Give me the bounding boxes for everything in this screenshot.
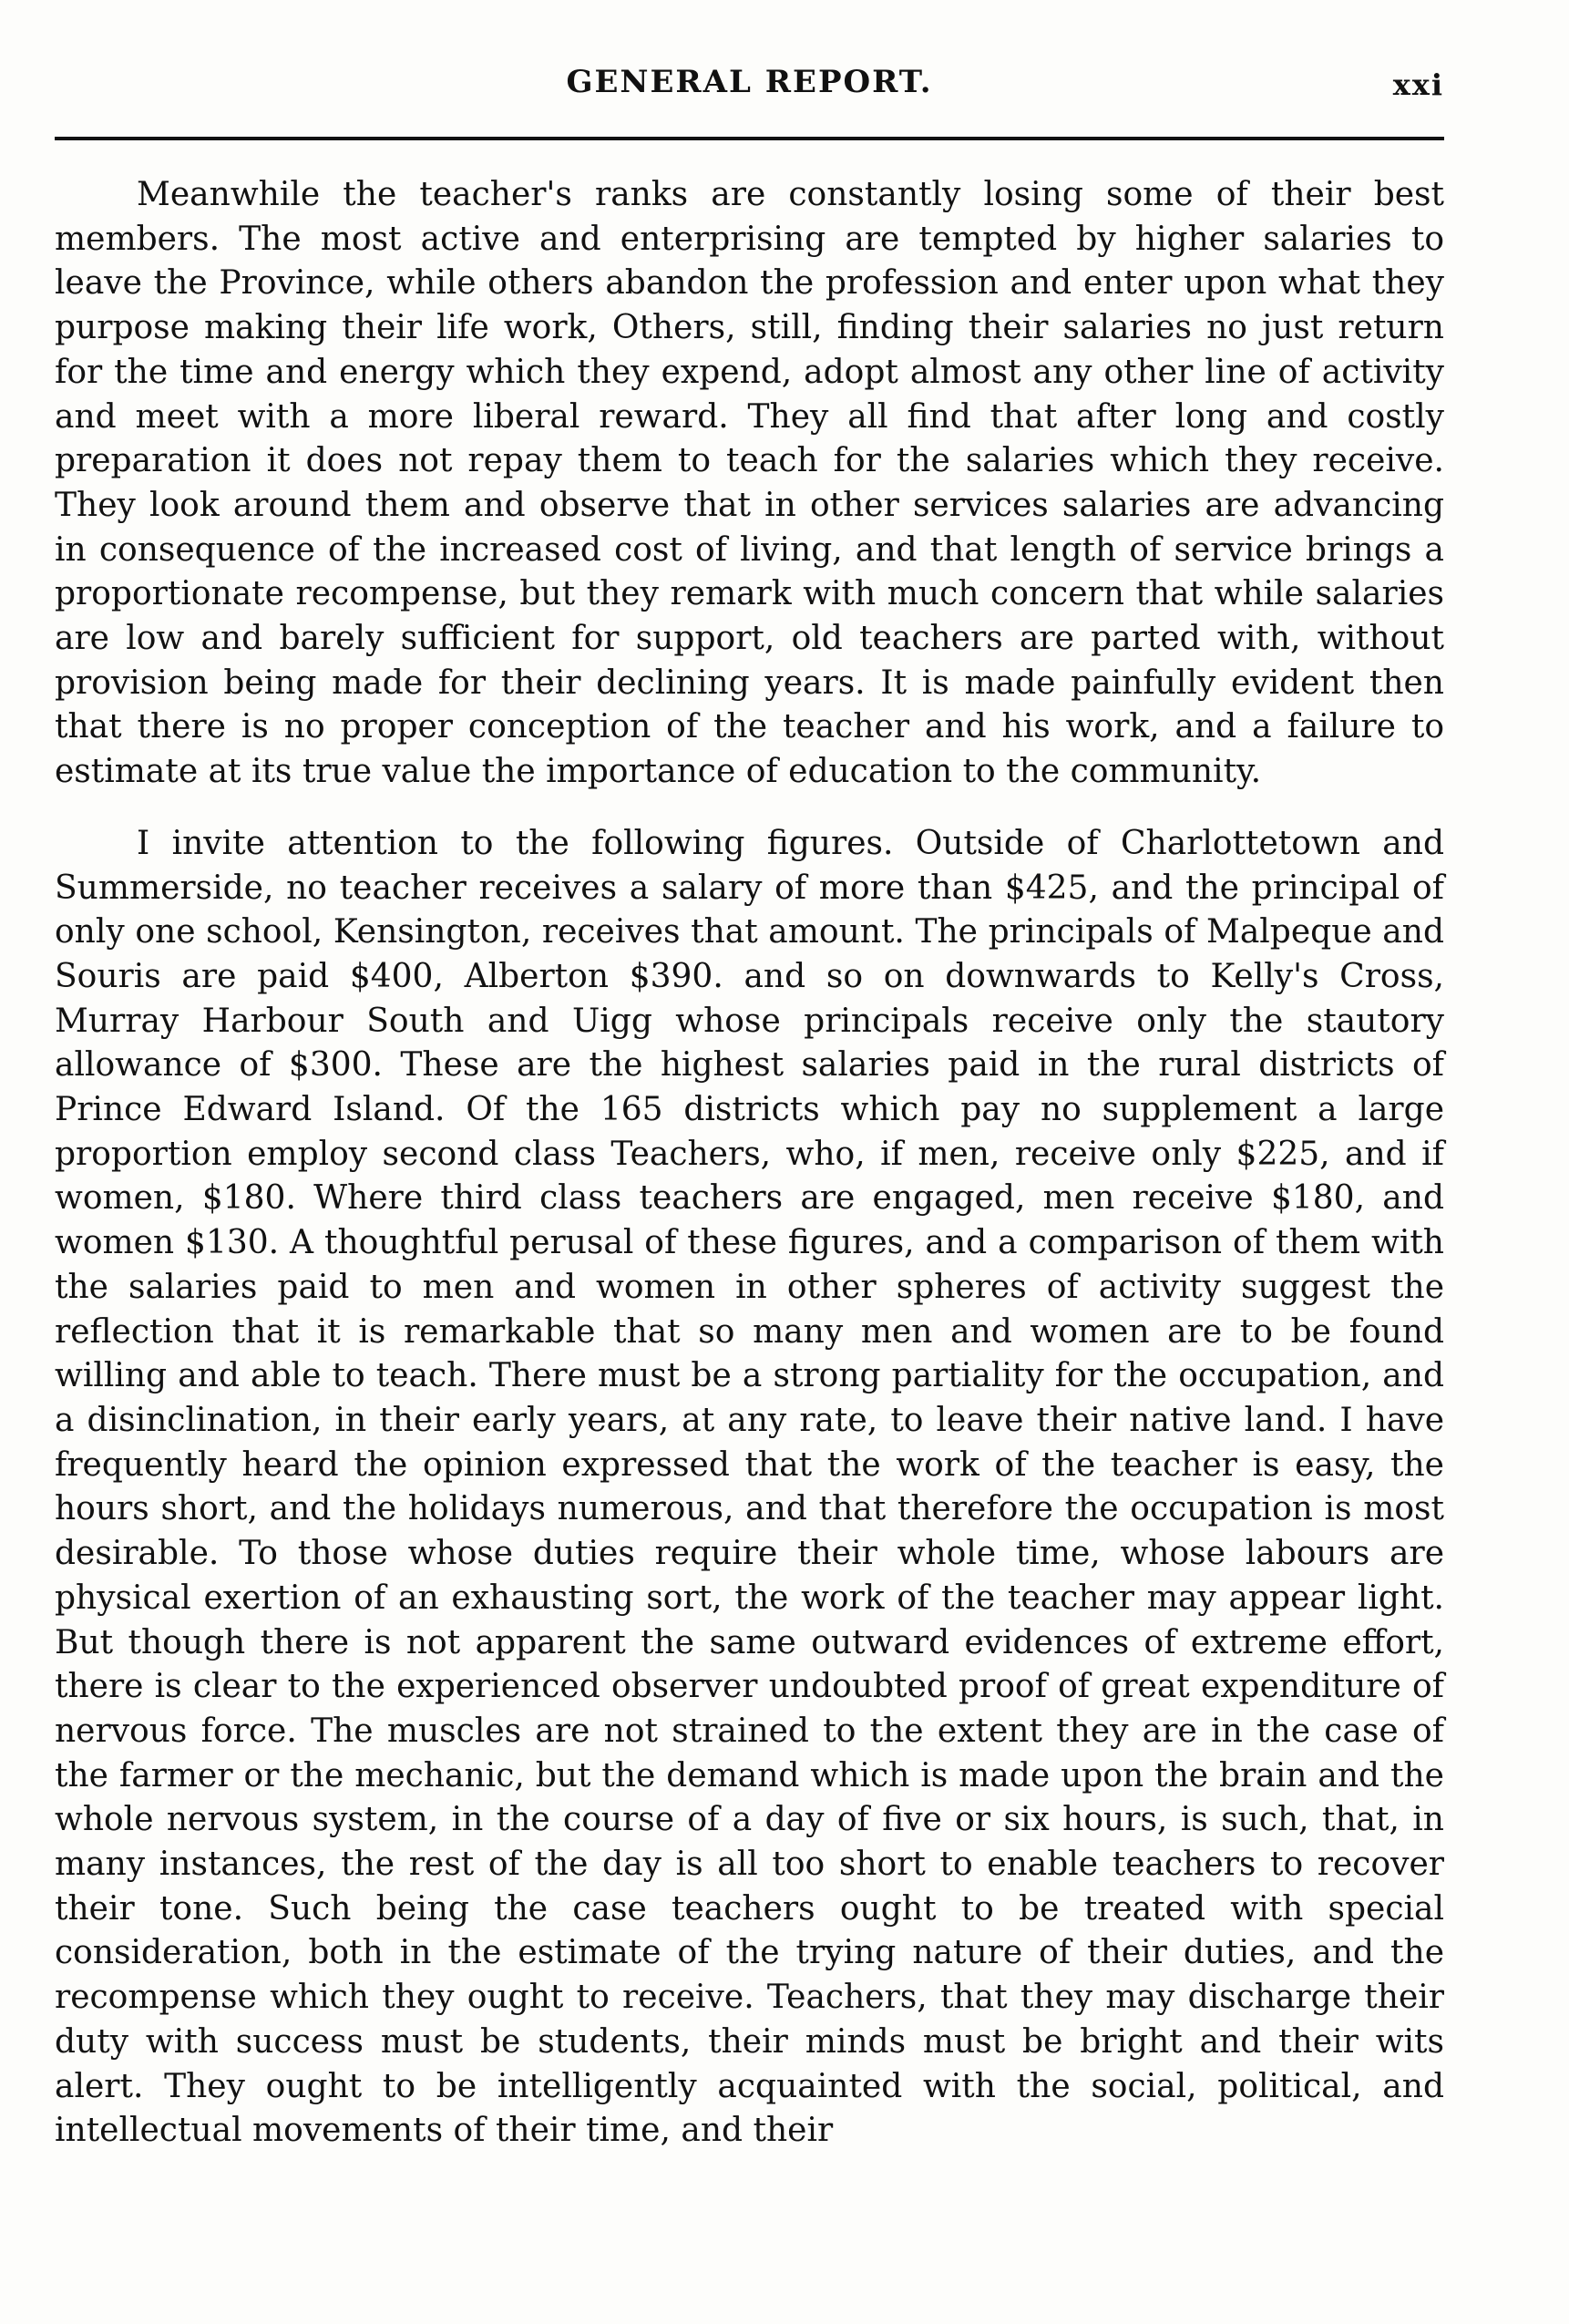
paragraph-teachers-ranks: Meanwhile the teacher's ranks are constantly losing some of their best members. The most active and enterprising are tempted by higher salaries to leave the Province, while others abandon the profession and enter upon what they purpose making their life work, Others, still, finding their salaries no just return for the time and energy which they expend, adopt almost any other line of activity and meet with a more liberal reward. They all find that after long and costly preparation it does not repay them to teach for the salaries which they receive. They look around them and observe that in other services salaries are advancing in consequence of the increased cost of living, and that length of service brings a proportionate recompense, but they remark with much concern that while salaries are low and barely sufficient for support, old teachers are parted with, without provision being made for their declining years. It is made painfully evident then that there is no proper conception of the teacher and his work, and a failure to estimate at its true value the importance of education to the community. [55,176,1444,791]
running-title: GENERAL REPORT. [566,64,933,100]
page-number: xxi [1392,67,1444,102]
body-text [55,173,1444,2154]
header-rule [55,137,1444,140]
paragraph-salary-figures: I invite attention to the following figures. Outside of Charlottetown and Summerside, no teacher receives a salary of more than $425, and the principal of only one school, Kensington, receives that amount. The principals of Malpeque and Souris are paid $400, Alberton $390. and so on downwards to Kelly's Cross, Murray Harbour South and Uigg whose principals receive only the stautory allowance of $300. These are the highest salaries paid in the rural districts of Prince Edward Island. Of the 165 districts which pay no supplement a large proportion employ second class Teachers, who, if men, receive only $225, and if women, $180. Where third class teachers are engaged, men receive $180, and women $130. A thoughtful perusal of these figures, and a comparison of them with the salaries paid to men and women in other spheres of activity suggest the reflection that it is remarkable that so many men and women are to be found willing and able to teach. There must be a strong partiality for the occupation, and a disinclination, in their early years, at any rate, to leave their native land. I have frequently heard the opinion expressed that the work of the teacher is easy, the hours short, and the holidays numerous, and that therefore the occupation is most desirable. To those whose duties require their whole time, whose labours are physical exertion of an exhausting sort, the work of the teacher may appear light. But though there is not apparent the same outward evidences of extreme effort, there is clear to the experienced observer undoubted proof of great expenditure of nervous force. The muscles are not strained to the extent they are in the case of the farmer or the mechanic, but the demand which is made upon the brain and the whole nervous system, in the course of a day of five or six hours, is such, that, in many instances, the rest of the day is all too short to enable teachers to recover their tone. Such being the case teachers ought to be treated with special consideration, both in the estimate of the trying nature of their duties, and the recompense which they ought to receive. Teachers, that they may discharge their duty with success must be students, their minds must be bright and their wits alert. They ought to be intelligently acquainted with the social, political, and intellectual movements of their time, and their [55,824,1444,2150]
page-header [55,64,1444,118]
